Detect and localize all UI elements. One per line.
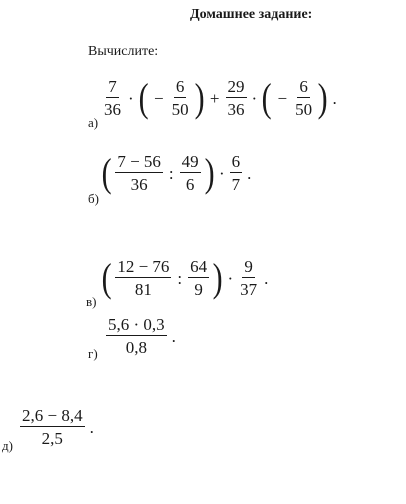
expression-v <box>100 255 269 300</box>
expression-a <box>100 75 337 120</box>
multiply-sign: · <box>218 163 225 183</box>
numerator: 9 <box>244 257 253 276</box>
numerator: 29 <box>227 77 245 96</box>
denominator: 36 <box>104 100 121 119</box>
expression-b <box>100 150 252 195</box>
page-title: Домашнее задание: <box>190 7 313 22</box>
label-d: д) <box>2 438 13 453</box>
fraction-difference-over-2-5 <box>20 407 85 447</box>
numerator: 7 − 56 <box>117 152 161 171</box>
right-paren: ) <box>212 255 223 300</box>
label-a: а) <box>88 115 99 130</box>
fraction-7-36 <box>102 78 123 118</box>
denominator: 36 <box>130 175 148 194</box>
label-g: г) <box>88 346 98 361</box>
denominator: 7 <box>231 175 241 194</box>
period: . <box>247 163 252 183</box>
right-paren: ) <box>317 75 328 120</box>
denominator: 9 <box>194 280 203 299</box>
minus-sign: − <box>154 88 164 108</box>
numerator: 49 <box>181 152 199 171</box>
label-v: в) <box>86 294 97 309</box>
denominator: 50 <box>295 100 313 119</box>
numerator: 5,6 · 0,3 <box>108 315 165 334</box>
left-paren: ( <box>138 75 149 120</box>
numerator: 6 <box>231 152 241 171</box>
divide-sign: : <box>177 268 183 288</box>
period: . <box>332 88 337 108</box>
right-paren: ) <box>204 150 215 195</box>
denominator: 50 <box>171 100 189 119</box>
denominator: 0,8 <box>125 338 147 357</box>
minus-sign: − <box>277 88 288 108</box>
period: . <box>171 326 176 346</box>
multiply-sign: · <box>128 88 134 108</box>
fraction-6-50 <box>293 78 314 118</box>
fraction-6-50 <box>170 78 191 118</box>
left-paren: ( <box>261 75 272 120</box>
label-b: б) <box>88 191 99 206</box>
divide-sign: : <box>168 163 174 183</box>
fraction-9-37 <box>238 258 259 298</box>
expression-g <box>104 316 176 356</box>
denominator: 36 <box>227 100 245 119</box>
fraction-64-9 <box>188 258 209 298</box>
fraction-12-minus-76-over-81 <box>115 258 171 298</box>
fraction-49-6 <box>180 153 201 193</box>
right-paren: ) <box>194 75 205 120</box>
period: . <box>264 268 269 288</box>
denominator: 2,5 <box>41 429 63 448</box>
multiply-sign: · <box>251 88 258 108</box>
denominator: 81 <box>134 280 152 299</box>
numerator: 2,6 − 8,4 <box>22 406 83 425</box>
fraction-product-over-0-8 <box>106 316 167 356</box>
left-paren: ( <box>101 255 112 300</box>
expression-d <box>18 407 94 447</box>
denominator: 37 <box>240 280 258 299</box>
fraction-29-36 <box>226 78 247 118</box>
period: . <box>89 417 94 437</box>
multiply-sign: · <box>227 268 234 288</box>
denominator: 6 <box>185 175 195 194</box>
left-paren: ( <box>101 150 112 195</box>
numerator: 12 − 76 <box>117 257 170 276</box>
numerator: 6 <box>175 77 185 96</box>
numerator: 64 <box>190 257 208 276</box>
numerator: 6 <box>299 77 308 96</box>
instruction-text: Вычислите: <box>88 44 159 59</box>
fraction-6-7 <box>230 153 243 193</box>
fraction-7-minus-56-over-36 <box>115 153 163 193</box>
numerator: 7 <box>108 77 117 96</box>
plus-sign: + <box>209 88 220 108</box>
